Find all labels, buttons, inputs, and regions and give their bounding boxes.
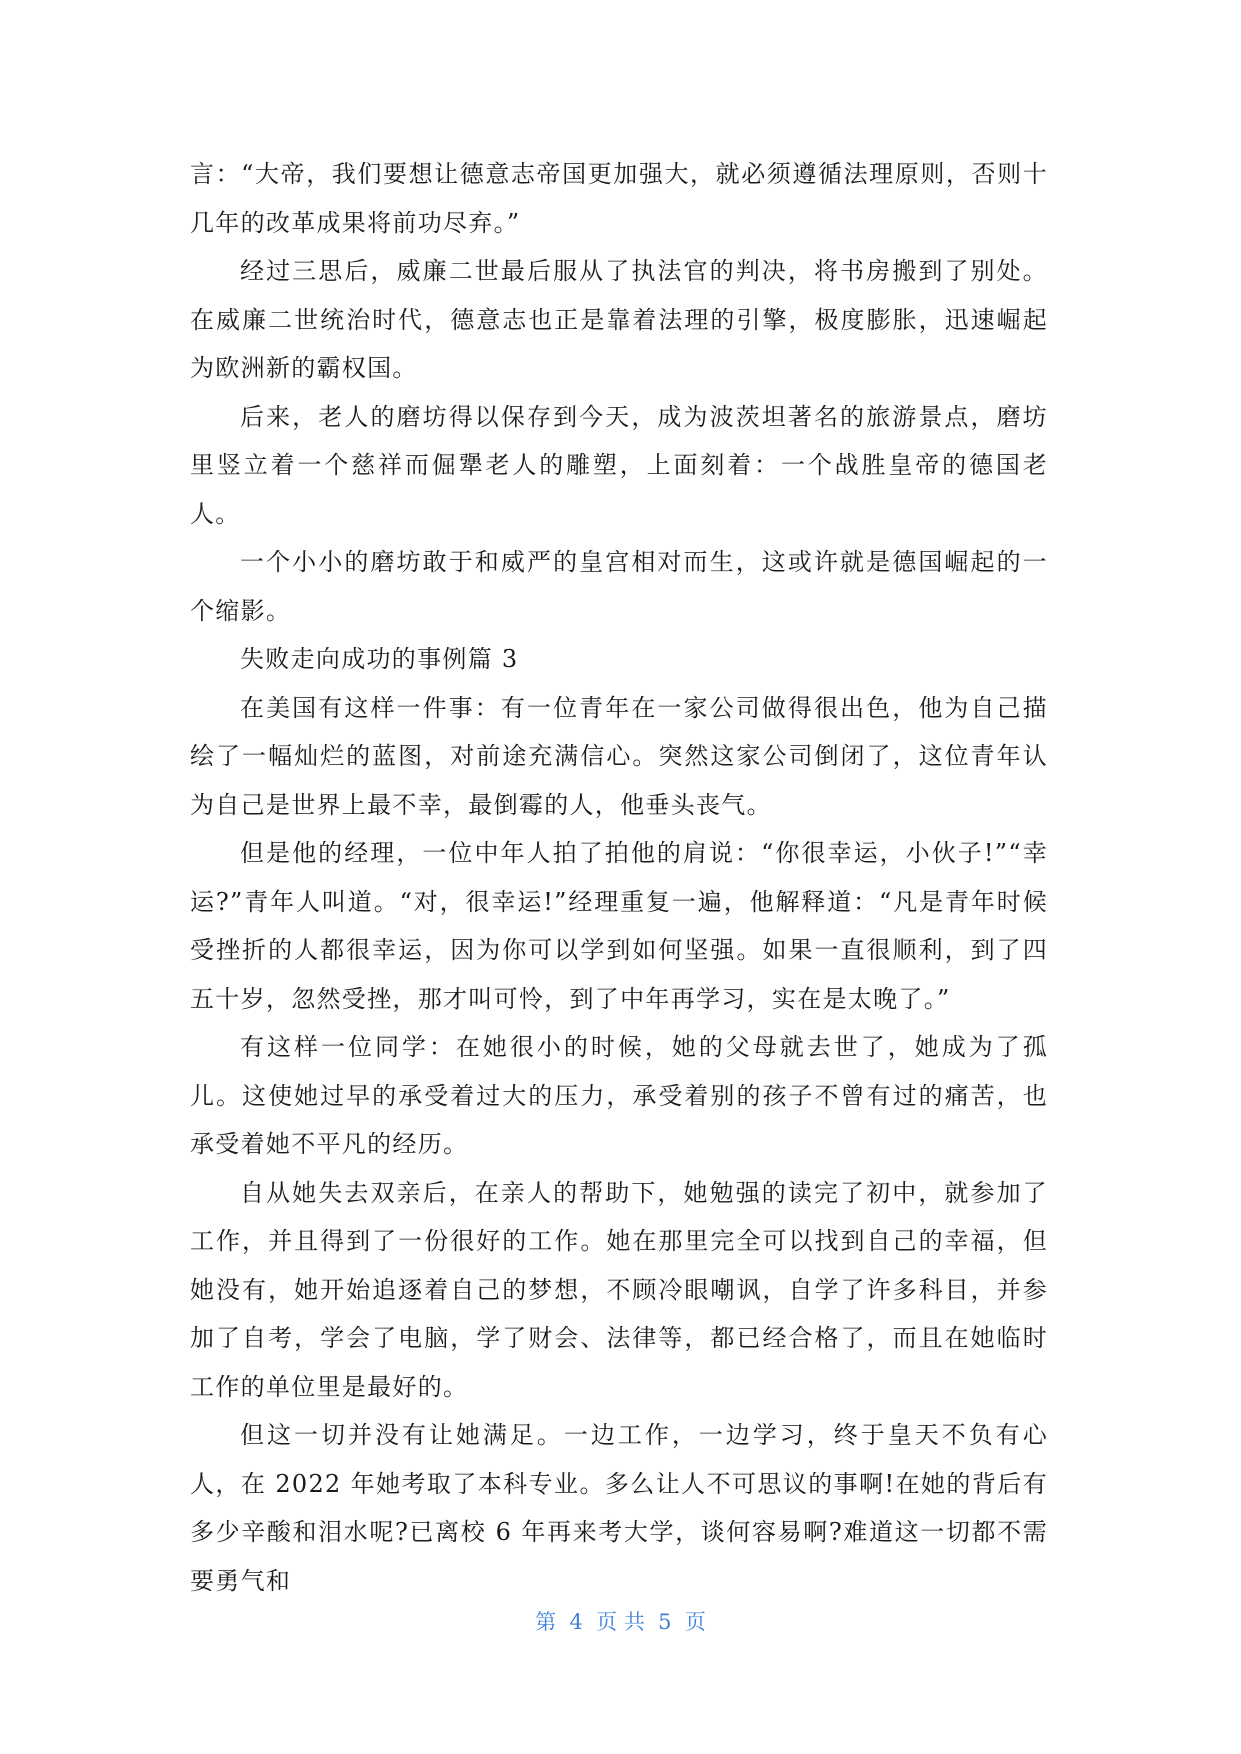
section-heading: 失败走向成功的事例篇 3 — [240, 645, 519, 673]
paragraph: 但是他的经理，一位中年人拍了拍他的肩说：“你很幸运，小伙子!”“幸运?”青年人叫道。“对，很幸运!”经理重复一遍，他解释道：“凡是青年时候受挫折的人都很幸运，因为你可以学到如何坚强。如果一直很顺利，到了四五十岁，忽然受挫，那才叫可怜，到了中年再学习，实在是太晚了。” — [190, 839, 1048, 1013]
paragraph: 一个小小的磨坊敢于和威严的皇宫相对而生，这或许就是德国崛起的一个缩影。 — [190, 548, 1048, 625]
paragraph: 但这一切并没有让她满足。一边工作，一边学习，终于皇天不负有心人，在 2022 年她考取了本科专业。多么让人不可思议的事啊!在她的背后有多少辛酸和泪水呢?已离校 6 年再来考大学，谈何容易啊?难道这一切都不需要勇气和 — [190, 1421, 1048, 1595]
paragraph: 自从她失去双亲后，在亲人的帮助下，她勉强的读完了初中，就参加了工作，并且得到了一份很好的工作。她在那里完全可以找到自己的幸福，但她没有，她开始追逐着自己的梦想，不顾冷眼嘲讽，自学了许多科目，并参加了自考，学会了电脑，学了财会、法律等，都已经合格了，而且在她临时工作的单位里是最好的。 — [190, 1178, 1048, 1401]
paragraph: 言：“大帝，我们要想让德意志帝国更加强大，就必须遵循法理原则，否则十几年的改革成果将前功尽弃。” — [190, 160, 1048, 237]
paragraph: 后来，老人的磨坊得以保存到今天，成为波茨坦著名的旅游景点，磨坊里竖立着一个慈祥而倔犟老人的雕塑，上面刻着：一个战胜皇帝的德国老人。 — [190, 402, 1048, 528]
body-text — [190, 150, 1048, 1605]
paragraph: 在美国有这样一件事：有一位青年在一家公司做得很出色，他为自己描绘了一幅灿烂的蓝图，对前途充满信心。突然这家公司倒闭了，这位青年认为自己是世界上最不幸，最倒霉的人，他垂头丧气。 — [190, 693, 1048, 819]
paragraph: 有这样一位同学：在她很小的时候，她的父母就去世了，她成为了孤儿。这使她过早的承受着过大的压力，承受着别的孩子不曾有过的痛苦，也承受着她不平凡的经历。 — [190, 1033, 1048, 1158]
page-number-footer: 第 4 页 共 5 页 — [535, 1610, 706, 1634]
paragraph: 经过三思后，威廉二世最后服从了执法官的判决，将书房搬到了别处。在威廉二世统治时代，德意志也正是靠着法理的引擎，极度膨胀，迅速崛起为欧洲新的霸权国。 — [190, 257, 1048, 382]
